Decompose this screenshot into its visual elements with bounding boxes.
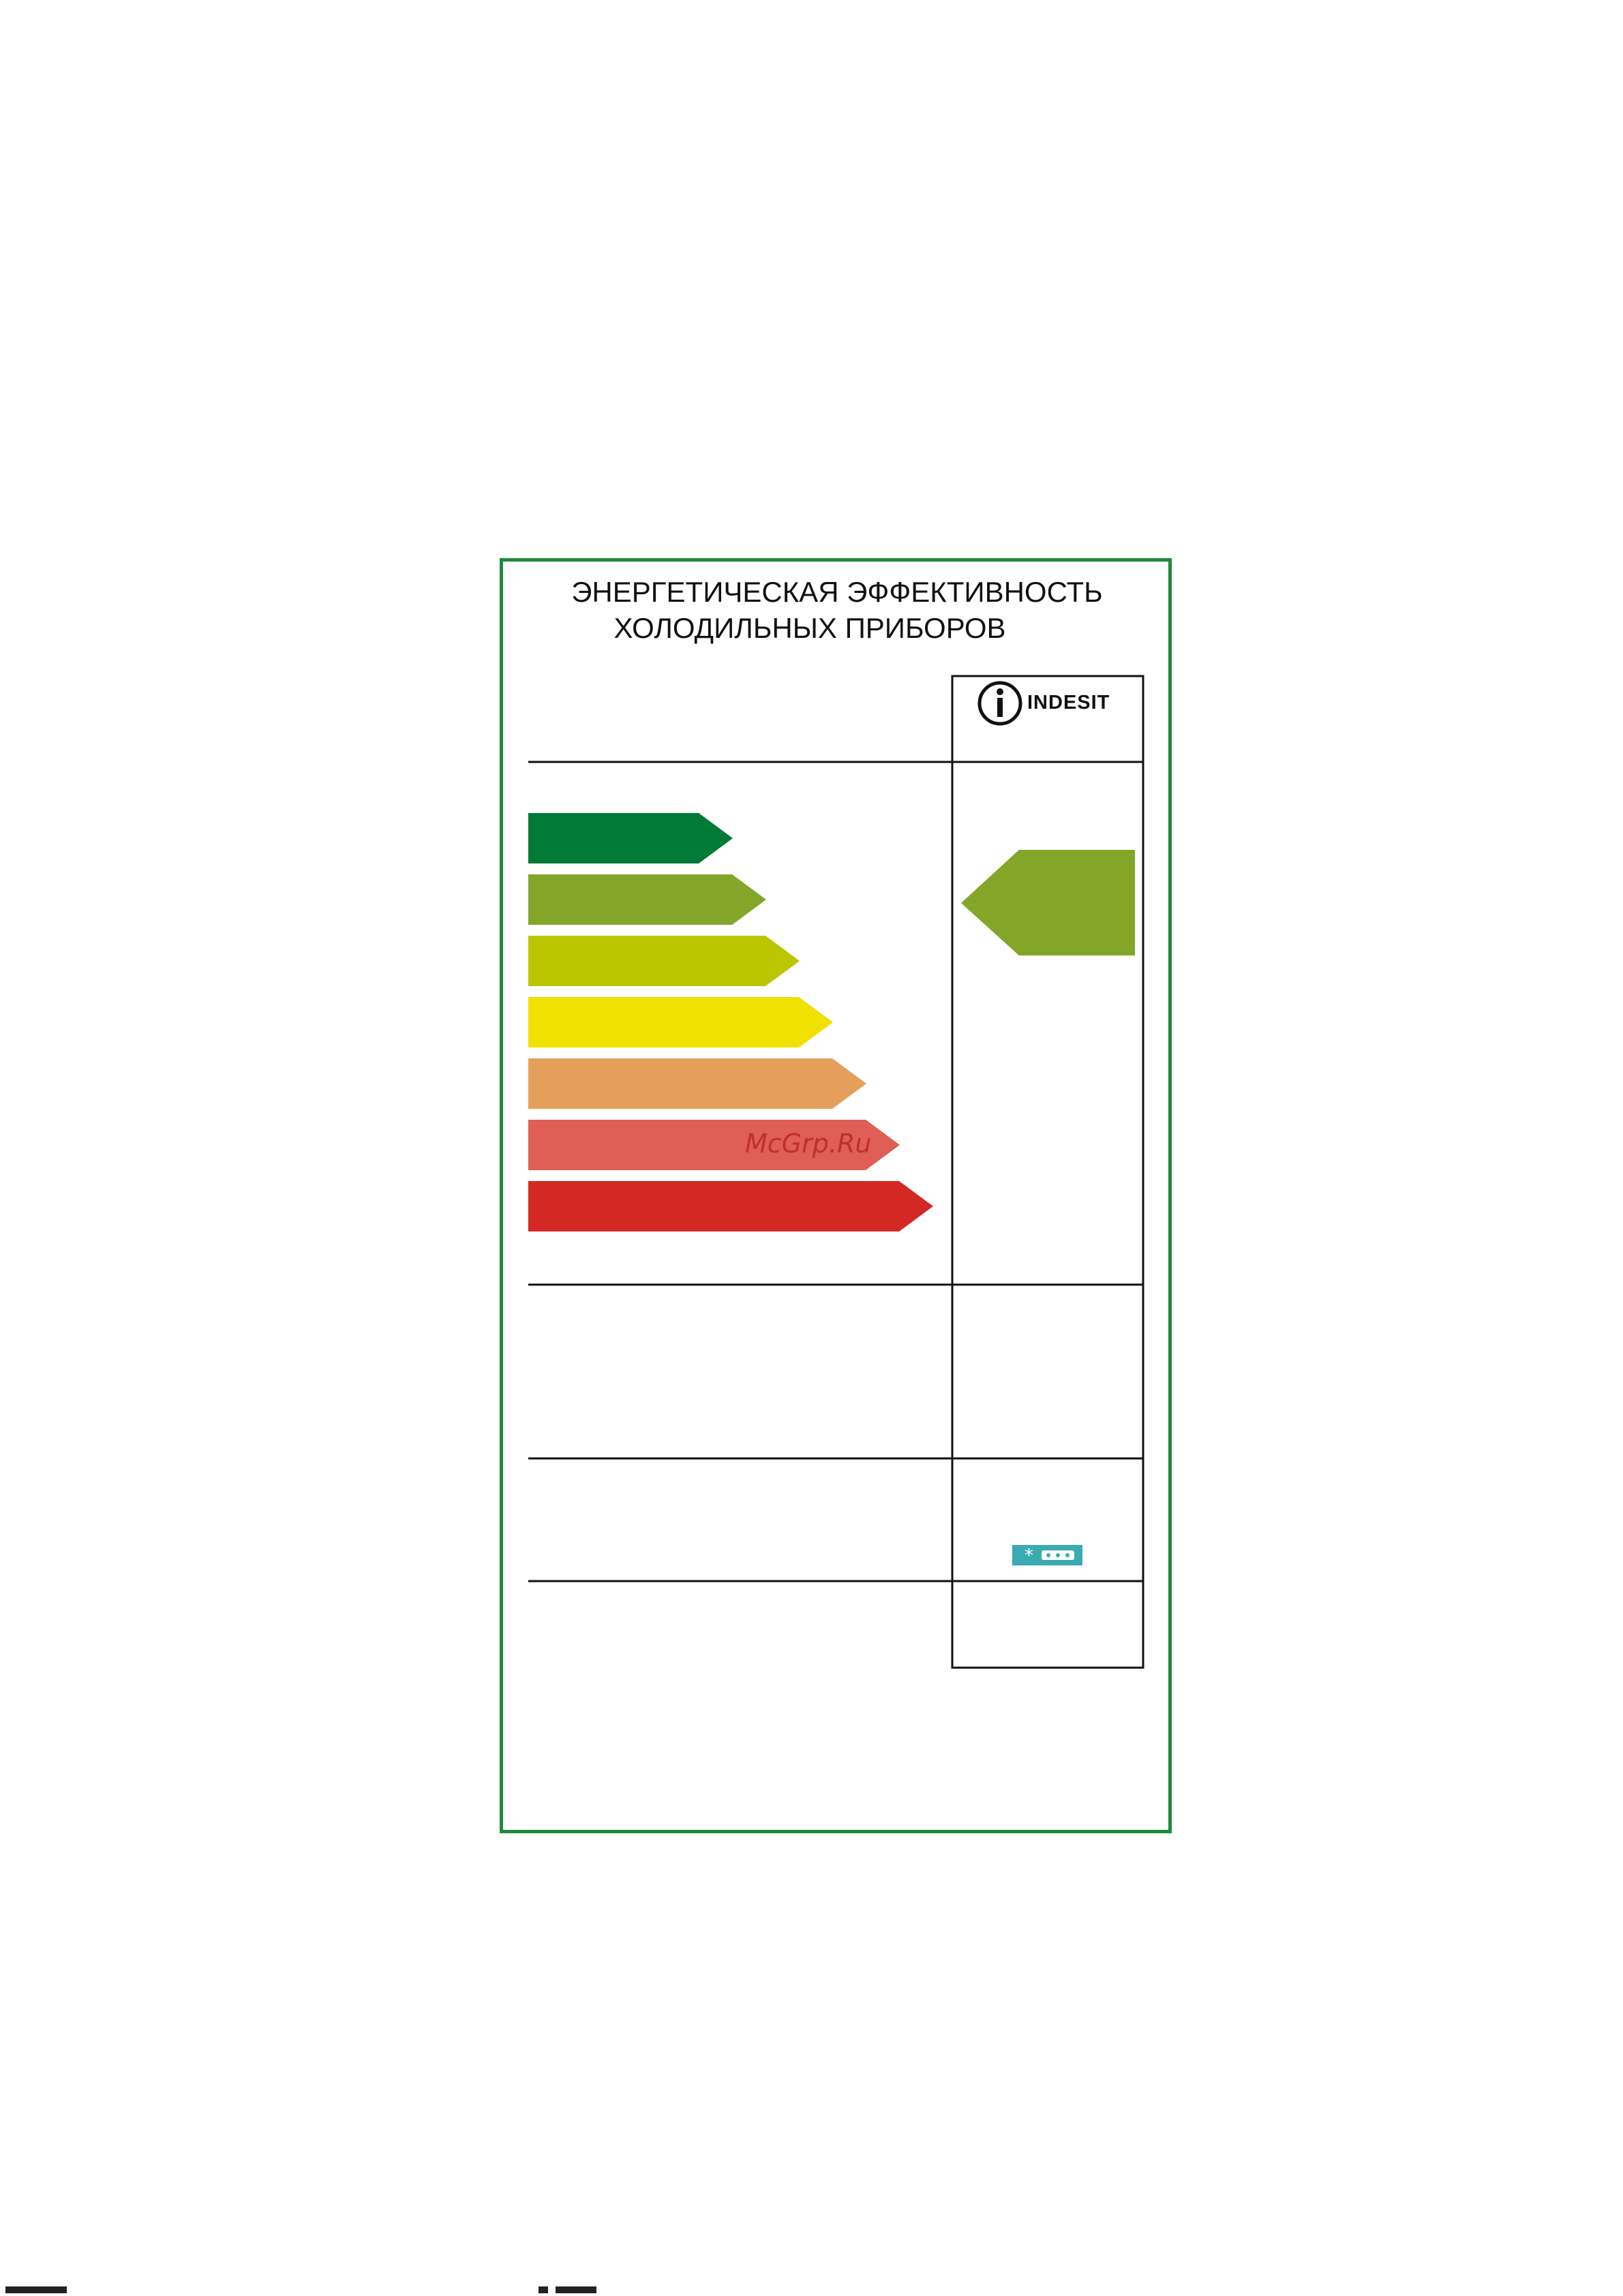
page-bottom-edge-marks bbox=[0, 2284, 1623, 2296]
brand-wordmark: INDESIT bbox=[1027, 692, 1110, 714]
label-title-line-2: ХОЛОДИЛЬНЫХ ПРИБОРОВ bbox=[613, 612, 1006, 644]
efficiency-scale bbox=[528, 813, 933, 1231]
indesit-circle-i-icon bbox=[980, 683, 1020, 724]
efficiency-class-arrow-4 bbox=[528, 997, 833, 1047]
rating-arrow bbox=[961, 850, 1135, 955]
watermark-text: McGrp.Ru bbox=[745, 1129, 872, 1159]
efficiency-class-arrow-1 bbox=[528, 813, 733, 863]
efficiency-class-arrow-2 bbox=[528, 874, 766, 925]
efficiency-class-arrow-7 bbox=[528, 1181, 933, 1231]
efficiency-class-arrow-3 bbox=[528, 936, 800, 986]
right-column-box bbox=[952, 676, 1143, 1668]
efficiency-class-arrow-5 bbox=[528, 1058, 866, 1109]
svg-text:*: * bbox=[1025, 1546, 1033, 1566]
label-title-line-1: ЭНЕРГЕТИЧЕСКАЯ ЭФФЕКТИВНОСТЬ bbox=[571, 576, 1103, 608]
freezer-three-star-icon bbox=[1012, 1545, 1082, 1566]
